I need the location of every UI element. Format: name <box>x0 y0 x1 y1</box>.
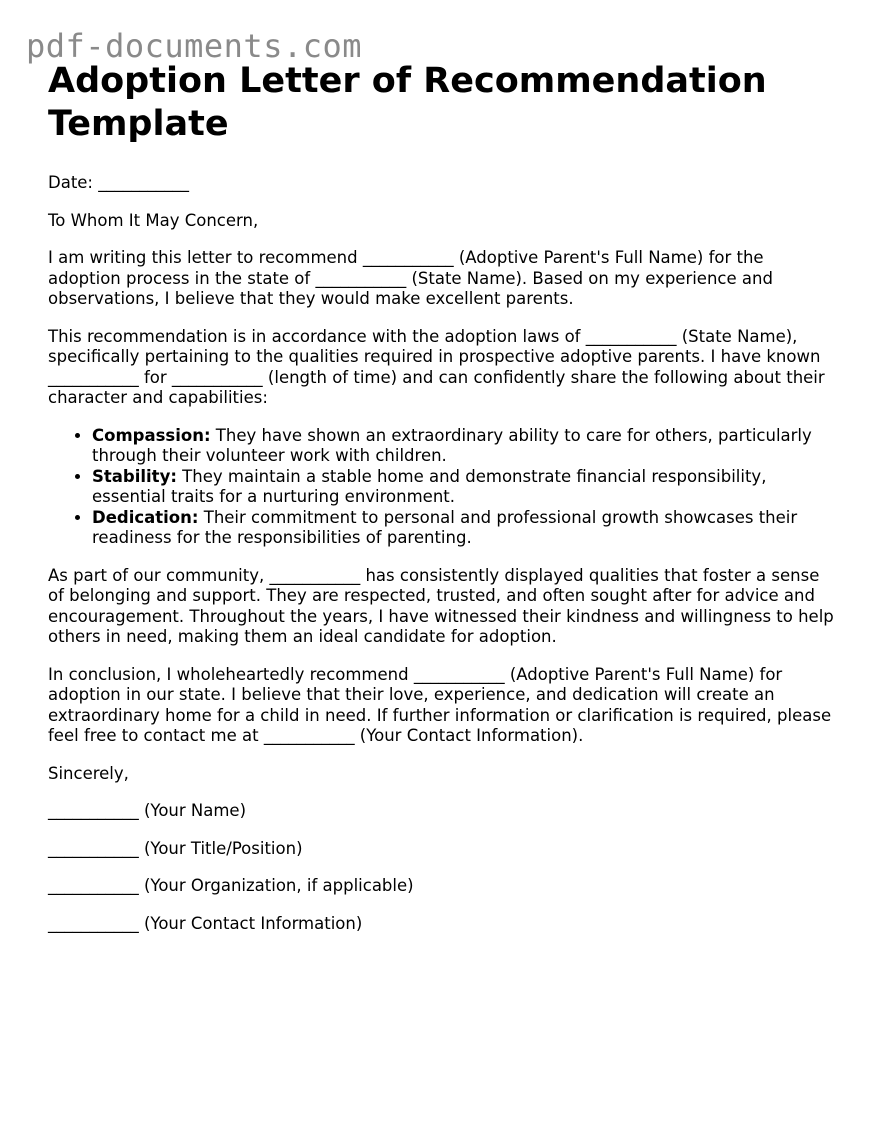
quality-label: Compassion: <box>92 425 211 445</box>
paragraph-conclusion: In conclusion, I wholeheartedly recommend ___________ (Adoptive Parent's Full Name) for adoption in our state. I believe that their love, experience, and dedication will create an extraordinary home for a child in need. If further information or clarification is required, please feel free to contact me at ___________ (Your Contact Information). <box>48 664 832 745</box>
paragraph-laws: This recommendation is in accordance with the adoption laws of ___________ (State Name), specifically pertaining to the qualities required in prospective adoptive parents. I have known ___________ for ___________ (length of time) and can confidently share the following about their character and capabilities: <box>48 326 825 407</box>
list-item <box>92 508 838 549</box>
watermark: pdf-documents.com <box>26 27 363 65</box>
quality-text: They have shown an extraordinary ability to care for others, particularly through their volunteer work with children. <box>92 425 812 465</box>
quality-label: Stability: <box>92 466 177 486</box>
quality-text: Their commitment to personal and professional growth showcases their readiness for the responsibilities of parenting. <box>92 507 798 547</box>
closing: Sincerely, <box>48 763 129 783</box>
qualities-list <box>48 426 838 549</box>
paragraph-intro: I am writing this letter to recommend ___________ (Adoptive Parent's Full Name) for the adoption process in the state of ___________ (State Name). Based on my experience and observations, I believe that they would make excellent parents. <box>48 248 773 308</box>
salutation: To Whom It May Concern, <box>48 210 259 230</box>
document-title: Adoption Letter of Recommendation Template <box>48 61 767 144</box>
document-body <box>48 60 838 934</box>
signature-title-line: ___________ (Your Title/Position) <box>48 838 303 858</box>
paragraph-community: As part of our community, ___________ has consistently displayed qualities that foster a sense of belonging and support. They are respected, trusted, and often sought after for advice and encouragement. Throughout the years, I have witnessed their kindness and willingness to help others in need, making them an ideal candidate for adoption. <box>48 565 834 646</box>
quality-text: They maintain a stable home and demonstrate financial responsibility, essential traits for a nurturing environment. <box>92 466 767 506</box>
list-item <box>92 467 838 508</box>
signature-organization-line: ___________ (Your Organization, if applicable) <box>48 876 414 895</box>
signature-name-line: ___________ (Your Name) <box>48 801 247 820</box>
quality-label: Dedication: <box>92 507 199 527</box>
list-item <box>92 426 838 467</box>
date-line: Date: ___________ <box>48 173 189 192</box>
signature-contact-line: ___________ (Your Contact Information) <box>48 913 363 933</box>
